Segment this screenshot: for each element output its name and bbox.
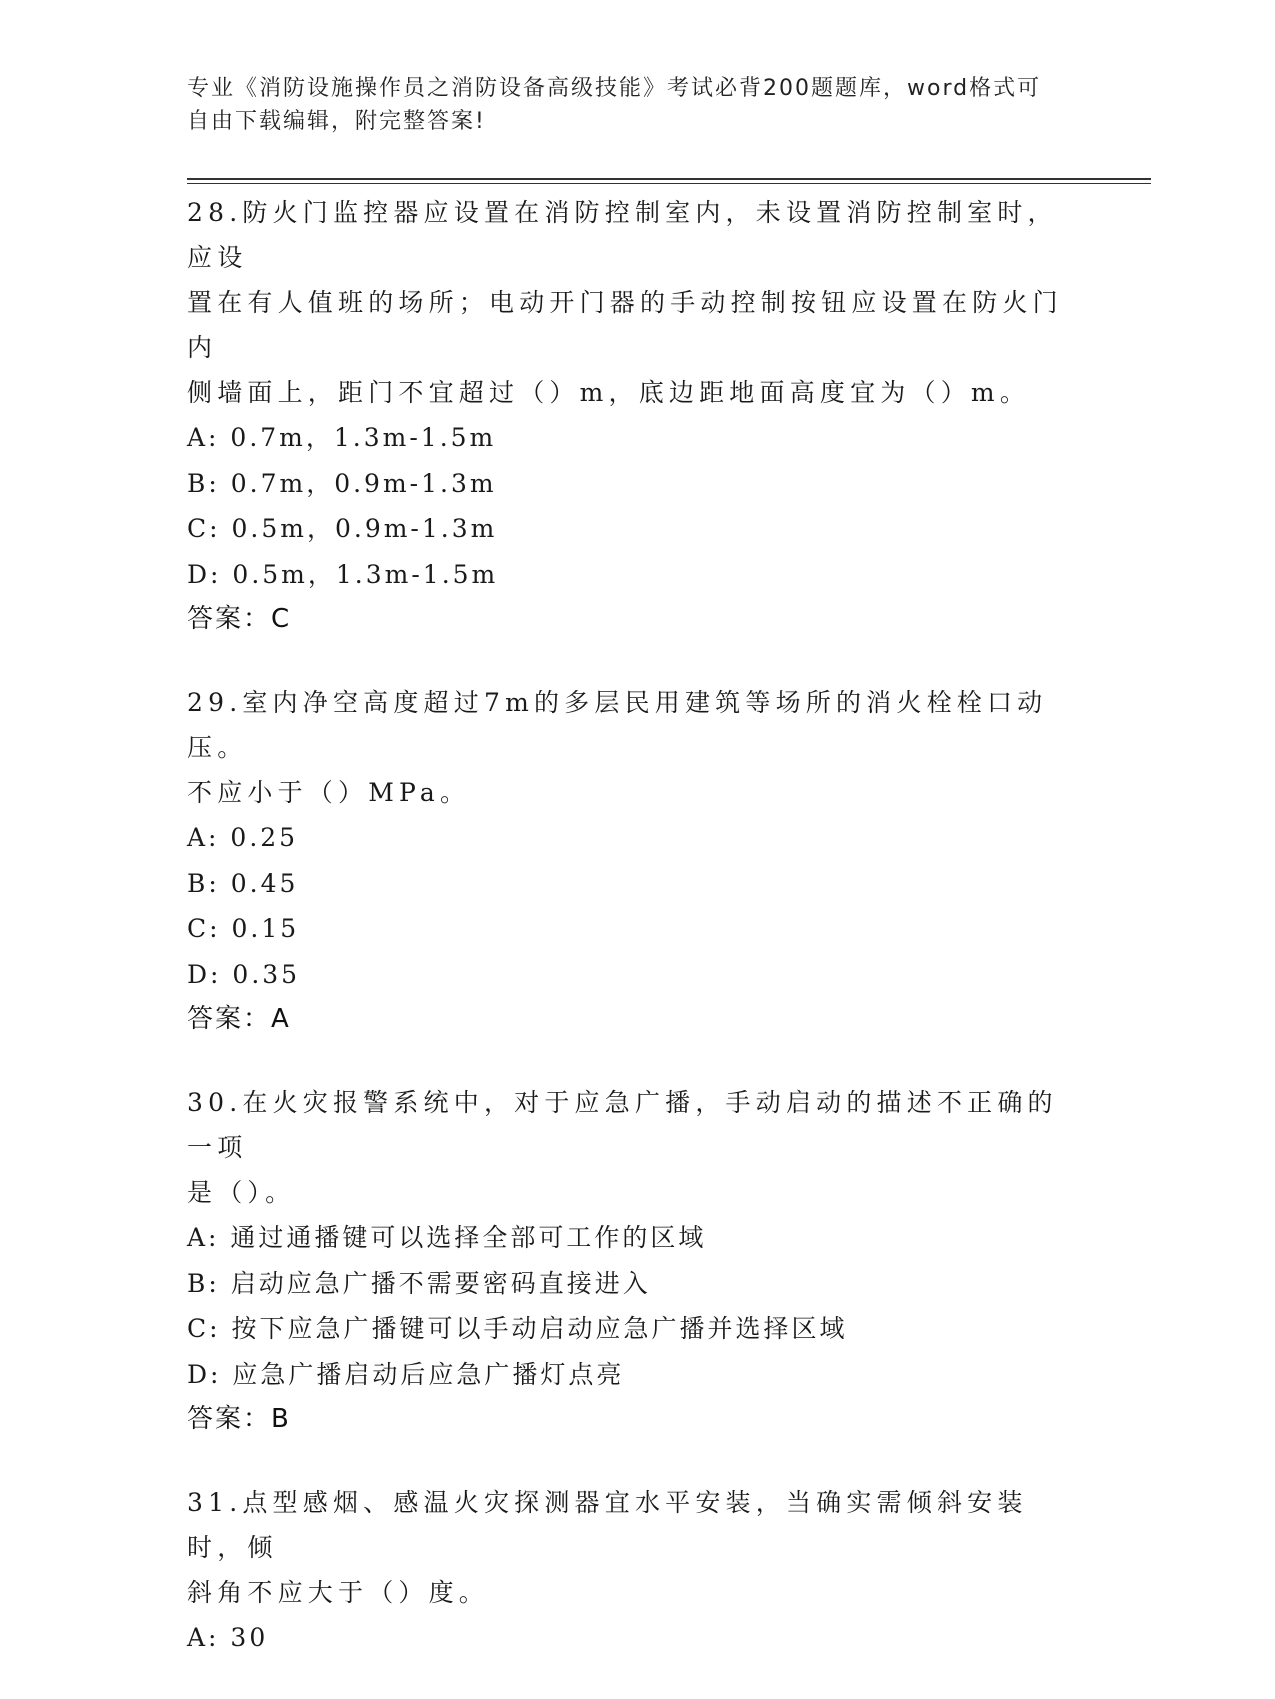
question-stem bbox=[187, 190, 1087, 415]
question-30 bbox=[187, 1080, 1087, 1442]
stem-line: 置在有人值班的场所；电动开门器的手动控制按钮应设置在防火门内 bbox=[187, 288, 1063, 362]
answer-line: 答案：B bbox=[187, 1404, 291, 1434]
stem-line: 是（）。 bbox=[187, 1178, 296, 1207]
stem-line: 28.防火门监控器应设置在消防控制室内，未设置消防控制室时，应设 bbox=[187, 198, 1058, 272]
option-list bbox=[187, 1215, 1087, 1397]
stem-line: 侧墙面上，距门不宜超过（）m，底边距地面高度宜为（）m。 bbox=[187, 378, 1031, 407]
header-divider-bottom bbox=[187, 183, 1151, 184]
stem-line: 29.室内净空高度超过7m的多层民用建筑等场所的消火栓栓口动压。 bbox=[187, 688, 1048, 762]
option-d: D: 0.35 bbox=[187, 959, 301, 989]
question-stem bbox=[187, 1080, 1087, 1215]
option-a: A: 0.25 bbox=[187, 823, 299, 852]
header-line: 专业《消防设施操作员之消防设备高级技能》考试必背200题题库，word格式可 bbox=[187, 76, 1042, 101]
option-a: A: 0.7m，1.3m-1.5m bbox=[187, 423, 497, 452]
option-d: D: 应急广播启动后应急广播灯点亮 bbox=[187, 1359, 625, 1389]
option-list bbox=[187, 815, 1087, 997]
answer-line: 答案：A bbox=[187, 1004, 291, 1034]
option-list bbox=[187, 415, 1087, 597]
stem-line: 30.在火灾报警系统中，对于应急广播，手动启动的描述不正确的一项 bbox=[187, 1088, 1058, 1162]
stem-line: 斜角不应大于（）度。 bbox=[187, 1578, 490, 1607]
option-c: C: 0.15 bbox=[187, 914, 300, 943]
question-29 bbox=[187, 680, 1087, 1042]
option-c: C: 按下应急广播键可以手动启动应急广播并选择区域 bbox=[187, 1314, 848, 1343]
question-28 bbox=[187, 190, 1087, 642]
option-list bbox=[187, 1615, 1087, 1661]
header-divider-top bbox=[187, 178, 1151, 180]
document-header bbox=[187, 72, 1077, 138]
question-31 bbox=[187, 1480, 1087, 1661]
question-stem bbox=[187, 1480, 1087, 1615]
option-c: C: 0.5m，0.9m-1.3m bbox=[187, 514, 498, 543]
question-stem bbox=[187, 680, 1087, 815]
question-list bbox=[187, 190, 1087, 1699]
stem-line: 不应小于（）MPa。 bbox=[187, 778, 471, 807]
answer-line: 答案：C bbox=[187, 604, 292, 634]
option-b: B: 启动应急广播不需要密码直接进入 bbox=[187, 1268, 651, 1298]
header-line: 自由下载编辑，附完整答案! bbox=[187, 109, 486, 134]
option-a: A: 通过通播键可以选择全部可工作的区域 bbox=[187, 1223, 707, 1252]
option-a: A: 30 bbox=[187, 1623, 269, 1652]
option-b: B: 0.45 bbox=[187, 868, 299, 898]
option-d: D: 0.5m，1.3m-1.5m bbox=[187, 559, 499, 589]
option-b: B: 0.7m，0.9m-1.3m bbox=[187, 468, 497, 498]
stem-line: 31.点型感烟、感温火灾探测器宜水平安装，当确实需倾斜安装时，倾 bbox=[187, 1488, 1028, 1562]
